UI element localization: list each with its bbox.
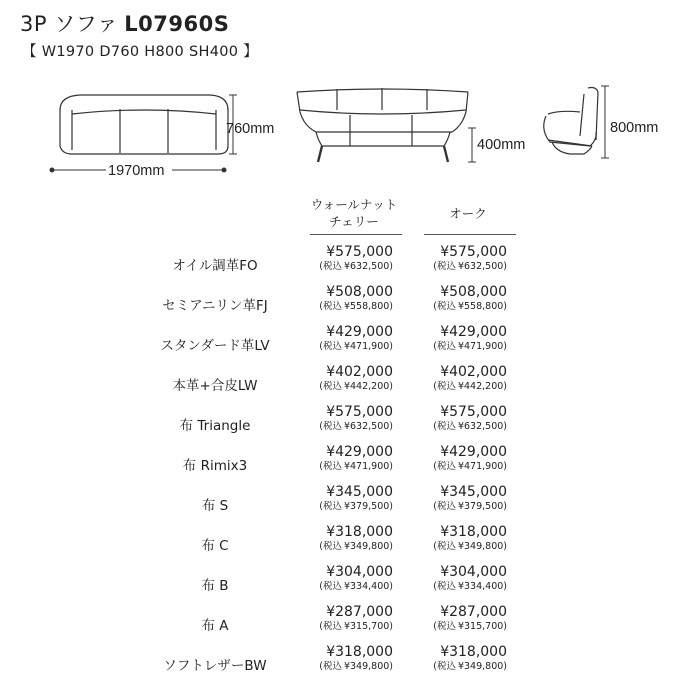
oak-tax-line (417, 621, 507, 633)
column-header-oak (420, 205, 516, 222)
walnut-price: ¥287,000 (326, 604, 393, 620)
oak-price-cell (417, 564, 507, 593)
walnut-tax-price: ¥349,800) (343, 541, 393, 552)
tax-label: (税込 (319, 621, 342, 632)
oak-tax-line (417, 501, 507, 513)
tax-label: (税込 (319, 501, 342, 512)
walnut-tax-line (303, 341, 393, 353)
walnut-tax-price: ¥632,500) (343, 421, 393, 432)
oak-price: ¥318,000 (440, 524, 507, 540)
walnut-tax-line (303, 541, 393, 553)
price-row (0, 524, 700, 564)
oak-tax-line (417, 341, 507, 353)
material-label: スタンダード革LV (160, 338, 270, 354)
oak-tax-line (417, 421, 507, 433)
walnut-price-cell (303, 444, 393, 473)
tax-label: (税込 (433, 661, 456, 672)
tax-label: (税込 (319, 261, 342, 272)
dimension-drawings (0, 80, 700, 190)
tax-label: (税込 (433, 341, 456, 352)
width-label: 1970mm (108, 163, 165, 179)
walnut-price-cell (303, 644, 393, 673)
oak-tax-price: ¥349,800) (457, 661, 507, 672)
oak-price: ¥318,000 (440, 644, 507, 660)
oak-price: ¥508,000 (440, 284, 507, 300)
tax-label: (税込 (319, 541, 342, 552)
material-label: 布 B (201, 578, 229, 594)
column-rule-oak (424, 234, 516, 235)
oak-price-cell (417, 244, 507, 273)
walnut-tax-line (303, 301, 393, 313)
walnut-price: ¥318,000 (326, 644, 393, 660)
side-view-drawing (544, 88, 598, 155)
price-row (0, 564, 700, 604)
oak-tax-price: ¥349,800) (457, 541, 507, 552)
walnut-price: ¥304,000 (326, 564, 393, 580)
height-dimension (601, 86, 609, 158)
oak-price-cell (417, 404, 507, 433)
oak-tax-price: ¥471,900) (457, 341, 507, 352)
tax-label: (税込 (433, 301, 456, 312)
model-code: L07960S (124, 12, 230, 36)
oak-price: ¥429,000 (440, 444, 507, 460)
material-label: セミアニリン革FJ (162, 298, 268, 314)
oak-tax-line (417, 541, 507, 553)
price-row (0, 644, 700, 684)
front-view-drawing (297, 88, 468, 162)
column-header-walnut-line2: チェリー (329, 214, 379, 229)
price-row (0, 604, 700, 644)
walnut-tax-price: ¥632,500) (343, 261, 393, 272)
walnut-price-cell (303, 364, 393, 393)
oak-price-cell (417, 644, 507, 673)
oak-price-cell (417, 324, 507, 353)
depth-label: 760mm (226, 121, 275, 137)
price-row (0, 244, 700, 284)
oak-price-cell (417, 484, 507, 513)
oak-tax-line (417, 381, 507, 393)
oak-price-cell (417, 604, 507, 633)
tax-label: (税込 (319, 581, 342, 592)
walnut-tax-line (303, 621, 393, 633)
column-header-walnut-line1: ウォールナット (310, 197, 398, 212)
column-rule-walnut (310, 234, 402, 235)
walnut-tax-line (303, 381, 393, 393)
walnut-tax-price: ¥442,200) (343, 381, 393, 392)
walnut-tax-line (303, 261, 393, 273)
tax-label: (税込 (433, 501, 456, 512)
walnut-price: ¥318,000 (326, 524, 393, 540)
column-header-oak-line1: オーク (449, 206, 487, 221)
walnut-price-cell (303, 244, 393, 273)
material-label: 布 Rimix3 (182, 458, 248, 474)
height-label: 800mm (610, 120, 659, 136)
walnut-price: ¥508,000 (326, 284, 393, 300)
oak-tax-price: ¥379,500) (457, 501, 507, 512)
oak-tax-price: ¥334,400) (457, 581, 507, 592)
oak-price-cell (417, 364, 507, 393)
walnut-price-cell (303, 324, 393, 353)
walnut-price-cell (303, 284, 393, 313)
walnut-price: ¥575,000 (326, 404, 393, 420)
material-label: オイル調革FO (172, 258, 258, 274)
walnut-tax-price: ¥379,500) (343, 501, 393, 512)
tax-label: (税込 (319, 381, 342, 392)
material-label: 本革+合皮LW (172, 378, 258, 394)
oak-tax-line (417, 301, 507, 313)
walnut-price: ¥345,000 (326, 484, 393, 500)
oak-price: ¥575,000 (440, 404, 507, 420)
tax-label: (税込 (319, 421, 342, 432)
oak-tax-price: ¥632,500) (457, 261, 507, 272)
tax-label: (税込 (433, 421, 456, 432)
title-prefix: 3P ソファ (20, 12, 119, 36)
walnut-tax-price: ¥471,900) (343, 341, 393, 352)
tax-label: (税込 (433, 381, 456, 392)
oak-tax-line (417, 661, 507, 673)
tax-label: (税込 (319, 341, 342, 352)
top-view-drawing (0, 80, 700, 190)
walnut-tax-price: ¥315,700) (343, 621, 393, 632)
oak-tax-line (417, 461, 507, 473)
oak-price: ¥429,000 (440, 324, 507, 340)
oak-tax-price: ¥558,800) (457, 301, 507, 312)
tax-label: (税込 (433, 621, 456, 632)
material-label: 布 A (201, 618, 229, 634)
oak-price-cell (417, 524, 507, 553)
walnut-tax-price: ¥349,800) (343, 661, 393, 672)
oak-tax-price: ¥315,700) (457, 621, 507, 632)
spec-line: 【 W1970 D760 H800 SH400 】 (22, 44, 258, 60)
top-view-back (60, 95, 228, 110)
walnut-price-cell (303, 524, 393, 553)
walnut-tax-price: ¥334,400) (343, 581, 393, 592)
walnut-price: ¥402,000 (326, 364, 393, 380)
walnut-price-cell (303, 404, 393, 433)
walnut-price-cell (303, 564, 393, 593)
price-row (0, 404, 700, 444)
oak-price-cell (417, 284, 507, 313)
top-view-body (60, 108, 228, 154)
oak-tax-line (417, 581, 507, 593)
oak-tax-price: ¥442,200) (457, 381, 507, 392)
material-label: 布 C (201, 538, 229, 554)
walnut-price: ¥575,000 (326, 244, 393, 260)
oak-price: ¥287,000 (440, 604, 507, 620)
walnut-tax-price: ¥471,900) (343, 461, 393, 472)
walnut-price-cell (303, 484, 393, 513)
tax-label: (税込 (433, 261, 456, 272)
seat-height-label: 400mm (477, 137, 526, 153)
material-label: 布 S (201, 498, 229, 514)
tax-label: (税込 (433, 461, 456, 472)
walnut-tax-line (303, 661, 393, 673)
oak-tax-price: ¥471,900) (457, 461, 507, 472)
material-label: ソフトレザーBW (163, 658, 267, 674)
walnut-price-cell (303, 604, 393, 633)
walnut-tax-price: ¥558,800) (343, 301, 393, 312)
price-row (0, 284, 700, 324)
oak-tax-line (417, 261, 507, 273)
walnut-tax-line (303, 421, 393, 433)
tax-label: (税込 (319, 301, 342, 312)
tax-label: (税込 (433, 581, 456, 592)
tax-label: (税込 (433, 541, 456, 552)
oak-price-cell (417, 444, 507, 473)
oak-price: ¥304,000 (440, 564, 507, 580)
tax-label: (税込 (319, 661, 342, 672)
walnut-tax-line (303, 581, 393, 593)
price-row (0, 444, 700, 484)
page-title (20, 8, 229, 38)
material-label: 布 Triangle (179, 418, 251, 434)
oak-price: ¥402,000 (440, 364, 507, 380)
price-row (0, 484, 700, 524)
column-header-walnut (306, 196, 402, 230)
oak-tax-price: ¥632,500) (457, 421, 507, 432)
oak-price: ¥345,000 (440, 484, 507, 500)
walnut-tax-line (303, 501, 393, 513)
seat-height-dimension (468, 128, 476, 162)
price-row (0, 324, 700, 364)
walnut-tax-line (303, 461, 393, 473)
tax-label: (税込 (319, 461, 342, 472)
walnut-price: ¥429,000 (326, 324, 393, 340)
price-row (0, 364, 700, 404)
oak-price: ¥575,000 (440, 244, 507, 260)
walnut-price: ¥429,000 (326, 444, 393, 460)
